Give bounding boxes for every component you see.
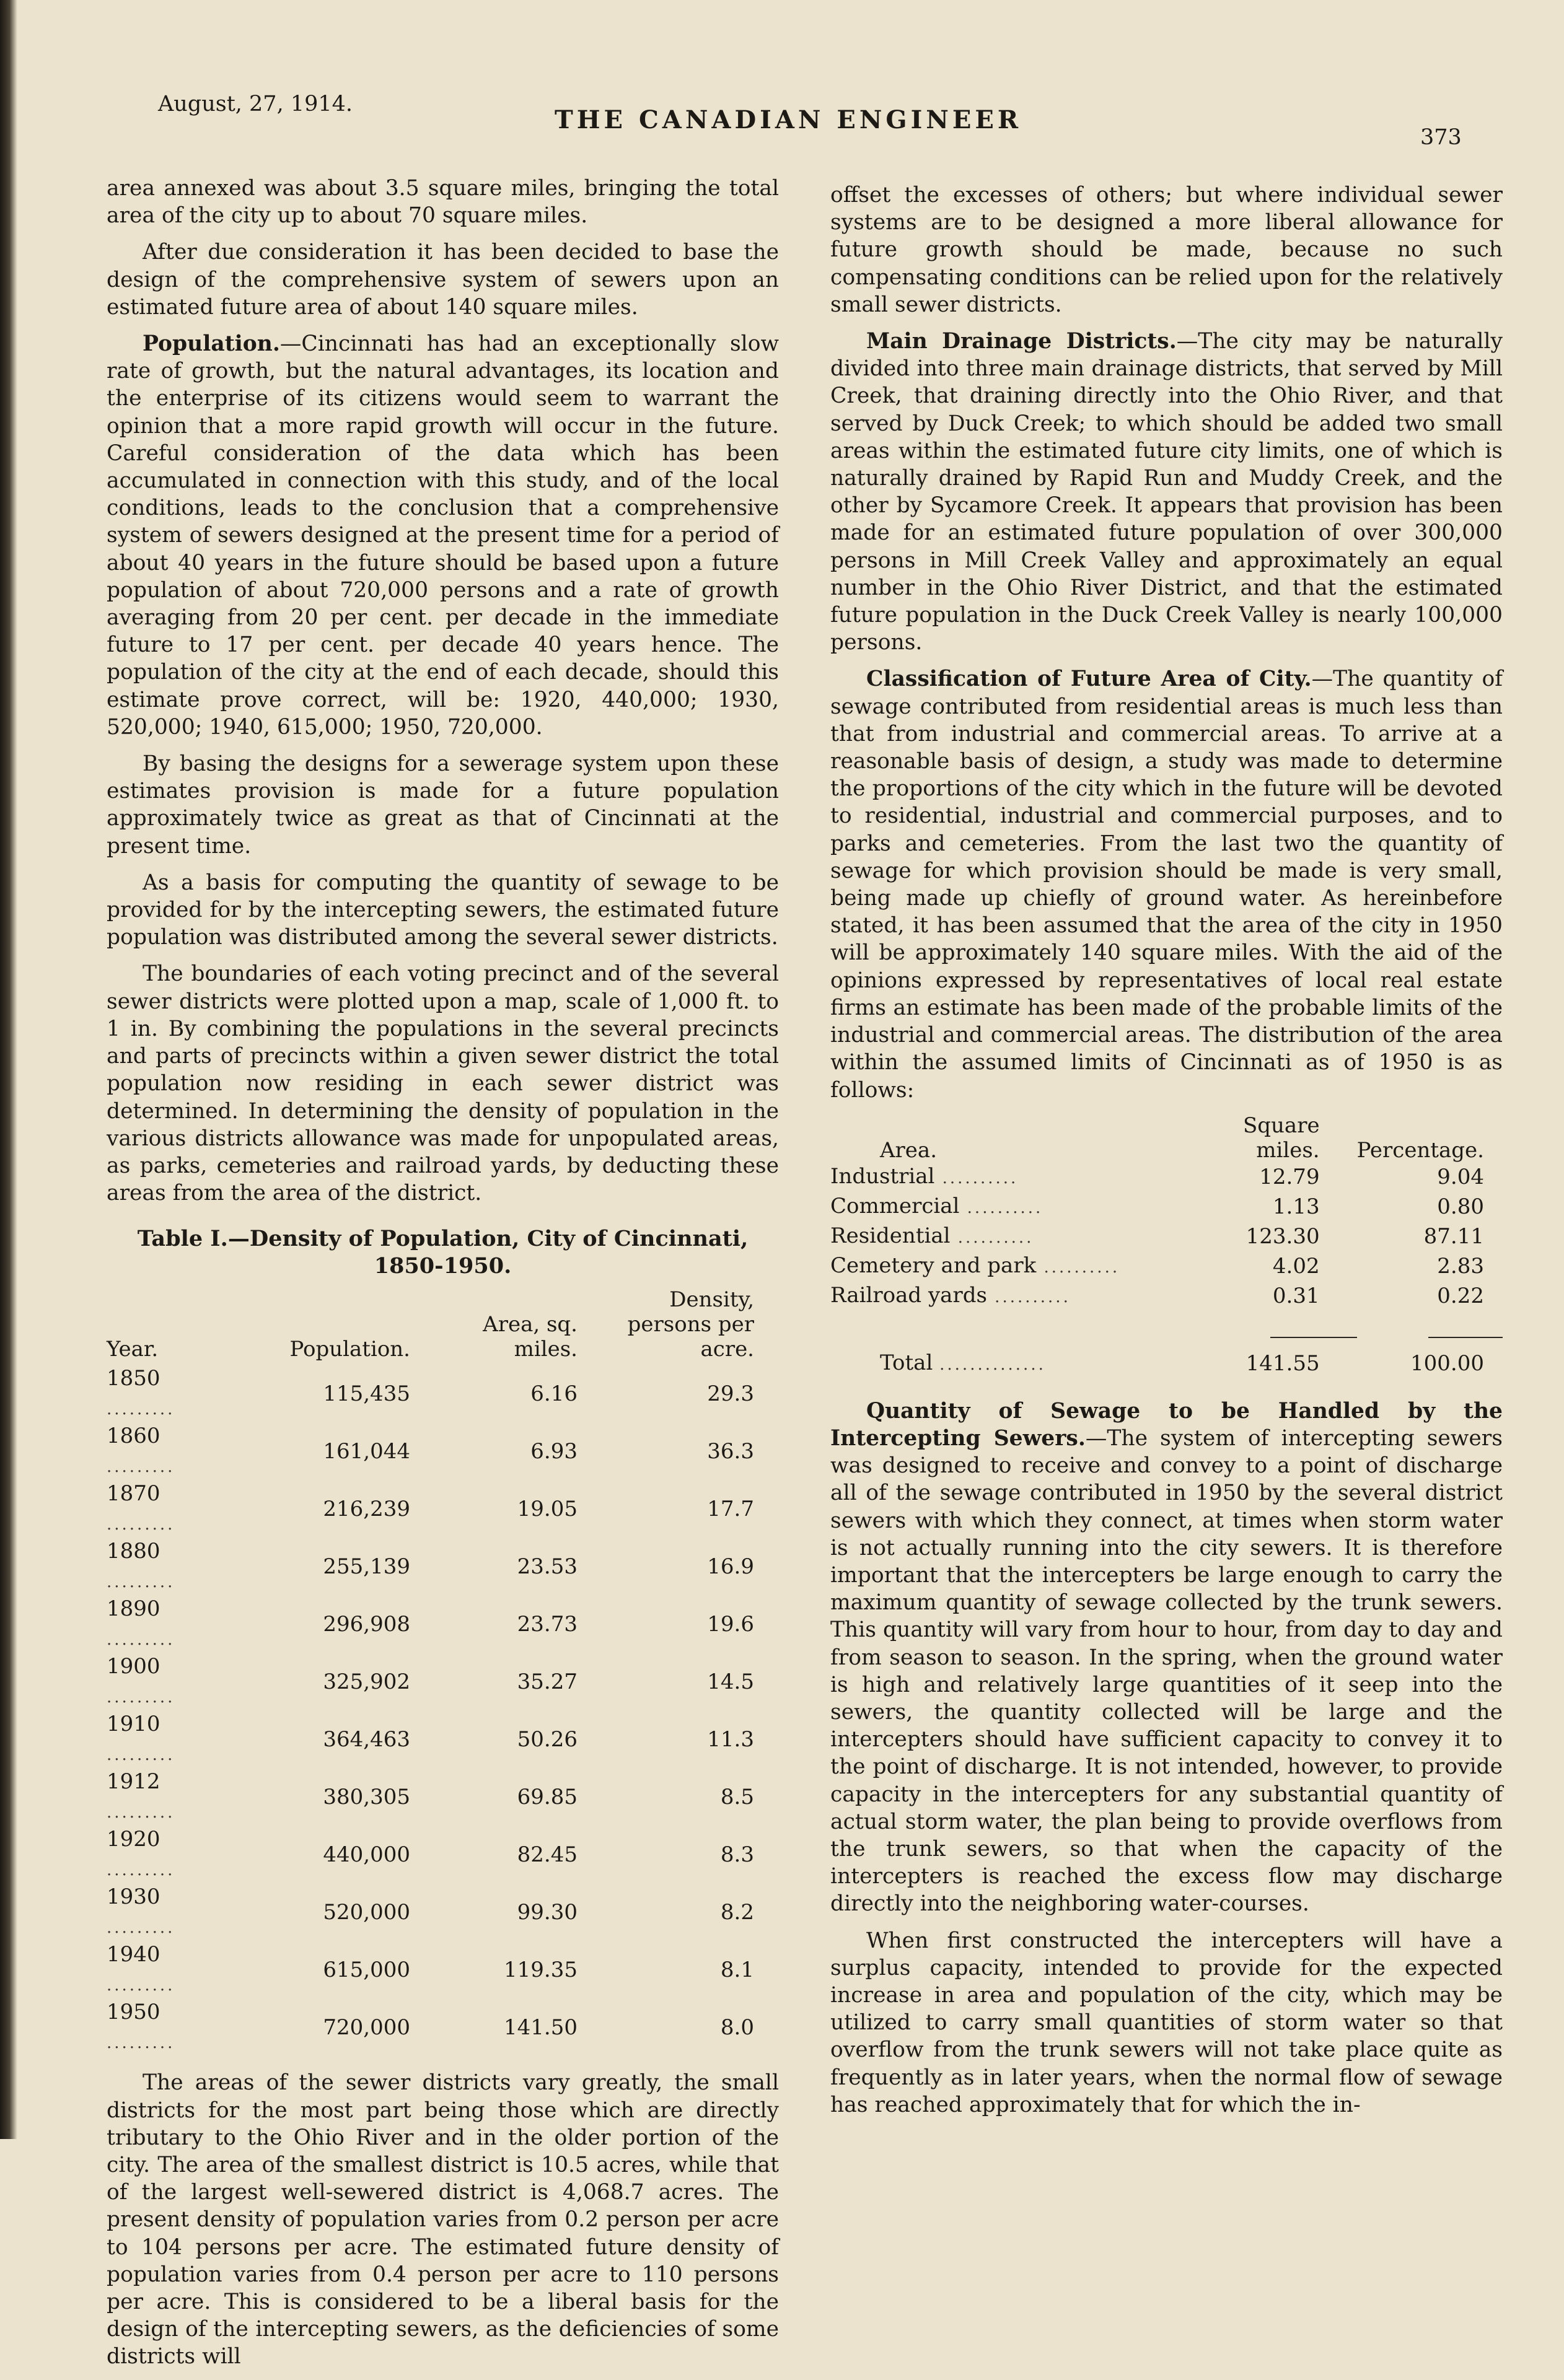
area-name-cell: Cemetery and park .......... [830, 1253, 1120, 1278]
paragraph: offset the excesses of others; but where individual sewer systems are to be designed a more liberal allowance for future growth should be made, because no such compensating conditions can be relied upon for the relatively small sewer districts. [830, 183, 1503, 317]
area-cell: 69.85 [517, 1785, 578, 1810]
area-table-body [830, 1163, 1503, 1311]
area-name-cell: Industrial .......... [830, 1163, 1019, 1189]
page-number: 373 [1420, 125, 1462, 150]
column-header-percentage: Percentage. [1356, 1137, 1484, 1163]
table-row [107, 1365, 779, 1423]
percentage-cell: 87.11 [1423, 1224, 1484, 1249]
area-name-cell: Commercial .......... [830, 1193, 1043, 1218]
table-row [830, 1192, 1503, 1222]
table-row [107, 1653, 779, 1711]
total-percentage: 100.00 [1410, 1351, 1484, 1376]
paragraph: area annexed was about 3.5 square miles, bringing the total area of the city up to about 70 square miles. [107, 176, 779, 229]
leader-dots: .......... [950, 1228, 1034, 1247]
leader-dots: ......... [107, 1745, 175, 1764]
issue-date: August, 27, 1914. [158, 92, 353, 116]
table-row [107, 1481, 779, 1538]
area-cell: 19.05 [517, 1497, 578, 1522]
column-header-square-miles: Square miles. [1242, 1113, 1320, 1163]
year-cell: 1850 ......... [107, 1366, 175, 1419]
table-title-line: Table I.—Density of Population, City of Cincinnati, [137, 1226, 749, 1252]
population-cell: 115,435 [323, 1381, 410, 1407]
table-row [107, 1999, 779, 2057]
leader-dots: .......... [986, 1287, 1071, 1306]
run-in-heading: Population. [143, 331, 280, 357]
year-cell: 1910 ......... [107, 1712, 175, 1764]
density-cell: 8.0 [720, 2015, 754, 2041]
table-title [107, 1225, 779, 1280]
table-row [830, 1252, 1503, 1282]
paragraph: After due consideration it has been decided to base the design of the comprehensive system of sewers upon an estimated future area of about 140 square miles. [107, 240, 779, 320]
total-label: Total .............. [880, 1350, 1046, 1375]
left-column [107, 175, 779, 2380]
density-cell: 29.3 [707, 1381, 754, 1407]
area-cell: 23.73 [517, 1612, 578, 1637]
table-row [830, 1282, 1503, 1311]
leader-dots: ......... [107, 1399, 175, 1419]
population-cell: 325,902 [323, 1669, 410, 1695]
leader-dots: ......... [107, 1860, 175, 1879]
paragraph: The boundaries of each voting precinct and of the several sewer districts were plotted upon a map, scale of 1,000 ft. to 1 in. By combining the populations in the several precincts and parts of precincts within a given sewer district the total population now residing in each sewer district was determined. In determining the density of population in the various districts allowance was made for unpopulated areas, as parks, cemeteries and railroad yards, by deducting these areas from the area of the district. [107, 961, 779, 1206]
area-cell: 119.35 [504, 1958, 578, 1983]
area-name-cell: Residential .......... [830, 1223, 1034, 1248]
density-cell: 17.7 [707, 1497, 754, 1522]
table-title-line: 1850-1950. [374, 1253, 512, 1279]
right-column [830, 182, 1503, 2128]
year-cell: 1870 ......... [107, 1481, 175, 1534]
density-cell: 14.5 [707, 1669, 754, 1695]
leader-dots: ......... [107, 1975, 175, 1995]
year-cell: 1880 ......... [107, 1539, 175, 1591]
year-cell: 1890 ......... [107, 1596, 175, 1649]
paragraph: As a basis for computing the quantity of sewage to be provided for by the intercepting sewers, the estimated future population was distributed among the several sewer districts. [107, 870, 779, 950]
density-cell: 8.3 [720, 1842, 754, 1868]
year-cell: 1860 ......... [107, 1424, 175, 1476]
paragraph-classification [830, 665, 1503, 1103]
square-miles-cell: 0.31 [1272, 1284, 1320, 1309]
square-miles-cell: 123.30 [1245, 1224, 1320, 1249]
total-row [830, 1349, 1503, 1379]
area-cell: 35.27 [517, 1669, 578, 1695]
leader-dots: ......... [107, 1803, 175, 1822]
table-row [107, 1941, 779, 1999]
column-header-density: Density, persons per acre. [627, 1287, 754, 1362]
density-cell: 11.3 [707, 1727, 754, 1752]
leader-dots: .......... [934, 1168, 1019, 1188]
table-row [107, 1596, 779, 1653]
table-row [107, 1423, 779, 1481]
area-cell: 23.53 [517, 1554, 578, 1580]
population-cell: 380,305 [323, 1785, 410, 1810]
leader-dots: ......... [107, 1687, 175, 1707]
population-cell: 161,044 [323, 1439, 410, 1464]
column-header-year: Year. [107, 1337, 159, 1362]
paragraph: When first constructed the intercepters will have a surplus capacity, intended to provide for the expected increase in area and population of the city, which may be utilized to carry small quantities of storm water so that overflow from the trunk sewers will not take place quite as frequently as in later years, when the normal flow of sewage has reached approximately that for which the in- [830, 1928, 1503, 2117]
year-cell: 1930 ......... [107, 1884, 175, 1937]
total-square-miles: 141.55 [1245, 1351, 1320, 1376]
area-cell: 141.50 [504, 2015, 578, 2041]
paragraph-text: —The city may be naturally divided into three main drainage districts, that served by Mill Creek, that draining directly into the Ohio River, and that served by Duck Creek; to which should be added two small areas within the estimated future city limits, one of which is naturally drained by Rapid Run and Muddy Creek, and the other by Sycamore Creek. It appears that provision has been made for an estimated future population of over 300,000 persons in Mill Creek Valley and approximately an equal number in the Ohio River District, and that the estimated future population in the Duck Creek Valley is nearly 100,000 persons. [830, 329, 1503, 655]
density-table [107, 1287, 779, 2057]
leader-dots: .......... [959, 1198, 1043, 1217]
paragraph-text: —The system of intercepting sewers was designed to receive and convey to a point of discharge all of the sewage contributed in 1950 by the several district sewers with which they connect, at times when storm water is not actually running into the city sewers. It is therefore important that the intercepters be large enough to carry the maximum quantity of sewage collected by the trunk sewers. This quantity will vary from hour to hour, from day to day and from season to season. In the spring, when the ground water is high and relatively large quantities of it seep into the sewers, the quantity collected will be large and the intercepters should have sufficient capacity to convey it to the point of discharge. It is not intended, however, to provide capacity in the intercepters for any substantial quantity of actual storm water, the plan being to provide overflows from the trunk sewers, so that when the capacity of the intercepters is reached the excess flow may discharge directly into the neighboring water-courses. [830, 1425, 1503, 1917]
population-cell: 520,000 [323, 1900, 410, 1925]
leader-dots: .......... [1036, 1258, 1120, 1277]
square-miles-cell: 12.79 [1259, 1165, 1320, 1190]
table-row [107, 1884, 779, 1941]
density-table-body [107, 1365, 779, 2057]
percentage-cell: 0.80 [1437, 1194, 1484, 1220]
density-cell: 8.2 [720, 1900, 754, 1925]
run-in-heading: Classification of Future Area of City. [866, 667, 1312, 692]
year-cell: 1912 ......... [107, 1769, 175, 1822]
column-header-area: Area. [880, 1137, 938, 1163]
density-cell: 8.5 [720, 1785, 754, 1810]
area-distribution-table [830, 1113, 1503, 1379]
paragraph: The areas of the sewer districts vary greatly, the small districts for the most part being those which are directly tributary to the Ohio River and in the older portion of the city. The area of the smallest district is 10.5 acres, while that of the largest well-sewered district is 4,068.7 acres. The present density of population varies from 0.2 person per acre to 104 persons per acre. The estimated future density of population varies from 0.4 person per acre to 110 persons per acre. This is considered to be a liberal basis for the design of the intercepting sewers, as the deficiencies of some districts will [107, 2070, 779, 2369]
paragraph-drainage [830, 328, 1503, 656]
population-cell: 720,000 [323, 2015, 410, 2041]
table-row [107, 1711, 779, 1769]
year-cell: 1920 ......... [107, 1827, 175, 1879]
area-cell: 6.93 [530, 1439, 578, 1464]
leader-dots: ......... [107, 1515, 175, 1534]
table-row [107, 1826, 779, 1884]
year-cell: 1900 ......... [107, 1654, 175, 1707]
paragraph: By basing the designs for a sewerage system upon these estimates provision is made for a future population approximately twice as great as that of Cincinnati at the present time. [107, 751, 779, 859]
density-cell: 19.6 [707, 1612, 754, 1637]
area-cell: 6.16 [530, 1381, 578, 1407]
area-cell: 50.26 [517, 1727, 578, 1752]
leader-dots: ......... [107, 2033, 175, 2052]
table-header-row [107, 1287, 779, 1365]
table-header-row [830, 1113, 1503, 1163]
leader-dots: ......... [107, 1457, 175, 1476]
run-in-heading: Main Drainage Districts. [866, 329, 1177, 354]
paragraph-population [107, 330, 779, 741]
sum-rule [1428, 1337, 1503, 1338]
area-cell: 99.30 [517, 1900, 578, 1925]
year-cell: 1940 ......... [107, 1942, 175, 1995]
percentage-cell: 9.04 [1437, 1165, 1484, 1190]
column-header-area: Area, sq. miles. [483, 1312, 578, 1362]
density-cell: 8.1 [720, 1958, 754, 1983]
leader-dots: ......... [107, 1630, 175, 1649]
percentage-cell: 2.83 [1437, 1254, 1484, 1279]
density-cell: 36.3 [707, 1439, 754, 1464]
page-header [0, 0, 1564, 149]
table-row [107, 1769, 779, 1826]
population-cell: 364,463 [323, 1727, 410, 1752]
paragraph-text: —Cincinnati has had an exceptionally slow rate of growth, but the natural advantages, its location and the enterprise of its citizens would seem to warrant the opinion that a more rapid growth will occur in the future. Careful consideration of the data which has been accumulated in connection with this study, and of the local conditions, leads to the conclusion that a comprehensive system of sewers designed at the present time for a period of about 40 years in the future should be based upon a future population of about 720,000 persons and a rate of growth averaging from 20 per cent. per decade in the immediate future to 17 per cent. per decade 40 years hence. The population of the city at the end of each decade, should this estimate prove correct, will be: 1920, 440,000; 1930, 520,000; 1940, 615,000; 1950, 720,000. [107, 331, 779, 740]
table-row [830, 1163, 1503, 1192]
sum-rule [1270, 1337, 1357, 1338]
run-in-heading: Quantity of Sewage to be Handled by the Intercepting Sewers. [830, 1398, 1503, 1451]
square-miles-cell: 1.13 [1272, 1194, 1320, 1220]
population-cell: 615,000 [323, 1958, 410, 1983]
paragraph-text: —The quantity of sewage contributed from residential areas is much less than that from industrial and commercial areas. To arrive at a reasonable basis of design, a study was made to determine the proportions of the city which in the future will be devoted to residential, industrial and commercial purposes, and to parks and cemeteries. From the last two the quantity of sewage for which provision should be made is very small, being made up chiefly of ground water. As hereinbefore stated, it has been assumed that the area of the city in 1950 will be approximately 140 square miles. With the aid of the opinions expressed by representatives of local real estate firms an estimate has been made of the probable limits of the industrial and commercial areas. The distribution of the area within the assumed limits of Cincinnati as of 1950 is as follows: [830, 667, 1503, 1103]
percentage-cell: 0.22 [1437, 1284, 1484, 1309]
population-cell: 216,239 [323, 1497, 410, 1522]
table-row [107, 1538, 779, 1596]
population-cell: 296,908 [323, 1612, 410, 1637]
leader-dots: ......... [107, 1572, 175, 1591]
page-binding-shadow [0, 0, 17, 2139]
square-miles-cell: 4.02 [1272, 1254, 1320, 1279]
area-cell: 82.45 [517, 1842, 578, 1868]
year-cell: 1950 ......... [107, 2000, 175, 2052]
total-rule-row [830, 1311, 1503, 1349]
journal-title: THE CANADIAN ENGINEER [555, 105, 1022, 134]
table-row [830, 1222, 1503, 1252]
population-cell: 440,000 [323, 1842, 410, 1868]
population-cell: 255,139 [323, 1554, 410, 1580]
column-header-population: Population. [289, 1337, 410, 1362]
paragraph-quantity [830, 1398, 1503, 1918]
leader-dots: ......... [107, 1918, 175, 1937]
area-name-cell: Railroad yards .......... [830, 1282, 1071, 1308]
density-cell: 16.9 [707, 1554, 754, 1580]
